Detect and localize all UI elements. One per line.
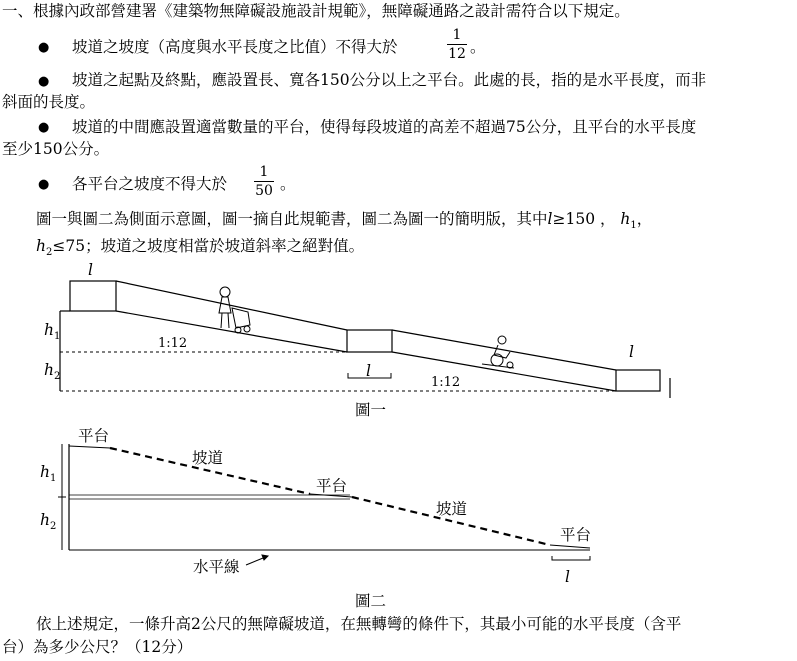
fig2-l-bracket bbox=[552, 556, 590, 560]
fig2-platform-label-top: 平台 bbox=[78, 427, 110, 445]
bullet-2: ● bbox=[38, 74, 50, 89]
fig2-h1-label: $h_1$ bbox=[40, 463, 57, 485]
fig2-bottom-platform bbox=[550, 545, 590, 548]
rule-1-text: 坡道之坡度（高度與水平長度之比值）不得大於 bbox=[72, 38, 398, 56]
rule-4-frac-num: 1 bbox=[259, 164, 269, 180]
rule-4-text: 各平台之坡度不得大於 bbox=[72, 175, 228, 193]
desc-1-part-c: ， bbox=[636, 210, 653, 228]
rule-4-frac-den: 50 bbox=[255, 183, 273, 199]
rule-1-tail: 。 bbox=[470, 38, 486, 56]
fig2-top-platform bbox=[69, 446, 110, 448]
rule-2-text-b: 斜面的長度。 bbox=[2, 93, 96, 111]
rule-4-tail: 。 bbox=[280, 175, 296, 193]
fig1-h1-label: $h_1$ bbox=[44, 321, 61, 343]
rule-1-frac-num: 1 bbox=[452, 27, 462, 43]
desc-1-h-sub: 1 bbox=[630, 220, 637, 232]
fig2-ramp-label-upper: 坡道 bbox=[192, 449, 224, 467]
fig2-l-label: l bbox=[565, 568, 570, 586]
fig2-platform-label-mid: 平台 bbox=[316, 477, 348, 495]
bullet-3: ● bbox=[38, 120, 50, 135]
question-title: 一、根據內政部營建署《建築物無障礙設施設計規範》，無障礙通路之設計需符合以下規定。 bbox=[2, 2, 630, 20]
fig1-ratio-upper: 1:12 bbox=[158, 336, 188, 351]
fig2-horizon-label: 水平線 bbox=[193, 558, 240, 576]
fig2-ramp-label-lower: 坡道 bbox=[436, 500, 468, 518]
desc-1-part-a: 圖一與圖二為側面示意圖，圖一摘自此規範書，圖二為圖一的簡明版，其中 bbox=[36, 210, 548, 228]
rule-2-text-a: 坡道之起點及終點，應設置長、寬各150公分以上之平台。此處的長，指的是水平長度，而非 bbox=[72, 71, 707, 89]
rule-3-text-a: 坡道的中間應設置適當數量的平台，使得每段坡道的高差不超過75公分，且平台的水平長度 bbox=[72, 118, 697, 136]
rule-3-text-b: 至少150公分。 bbox=[2, 140, 110, 158]
desc-2-h: h bbox=[36, 237, 46, 255]
desc-1-l: l bbox=[547, 210, 553, 228]
fig2-h2-label: $h_2$ bbox=[40, 511, 57, 533]
rule-1-frac-den: 12 bbox=[448, 46, 466, 62]
bullet-4: ● bbox=[38, 177, 50, 192]
desc-1-h: h bbox=[620, 210, 631, 228]
fig1-l-label-top: l bbox=[88, 261, 93, 279]
fig1-ratio-lower: 1:12 bbox=[431, 375, 461, 390]
fig1-caption: 圖一 bbox=[355, 401, 387, 419]
fig1-l-label-mid: l bbox=[366, 362, 371, 380]
bullet-1: ● bbox=[38, 40, 50, 55]
desc-2-part-b: ≤75；坡道之坡度相當於坡道斜率之絕對值。 bbox=[52, 237, 365, 255]
fig1-h2-label: $h_2$ bbox=[44, 361, 61, 383]
desc-1-part-b: ≥150 ， bbox=[552, 210, 616, 228]
desc-2-h-sub: 2 bbox=[45, 247, 53, 259]
final-question-line-2: 台）為多少公尺？（12分） bbox=[2, 638, 193, 656]
final-question-line-1: 依上述規定，一條升高2公尺的無障礙坡道，在無轉彎的條件下，其最小可能的水平長度（含平 bbox=[36, 615, 682, 633]
fig2-horizon-arrow bbox=[246, 555, 268, 565]
fig2-platform-label-bottom: 平台 bbox=[560, 526, 592, 544]
fig1-l-label-right: l bbox=[629, 343, 634, 361]
fig2-caption: 圖二 bbox=[355, 592, 387, 610]
